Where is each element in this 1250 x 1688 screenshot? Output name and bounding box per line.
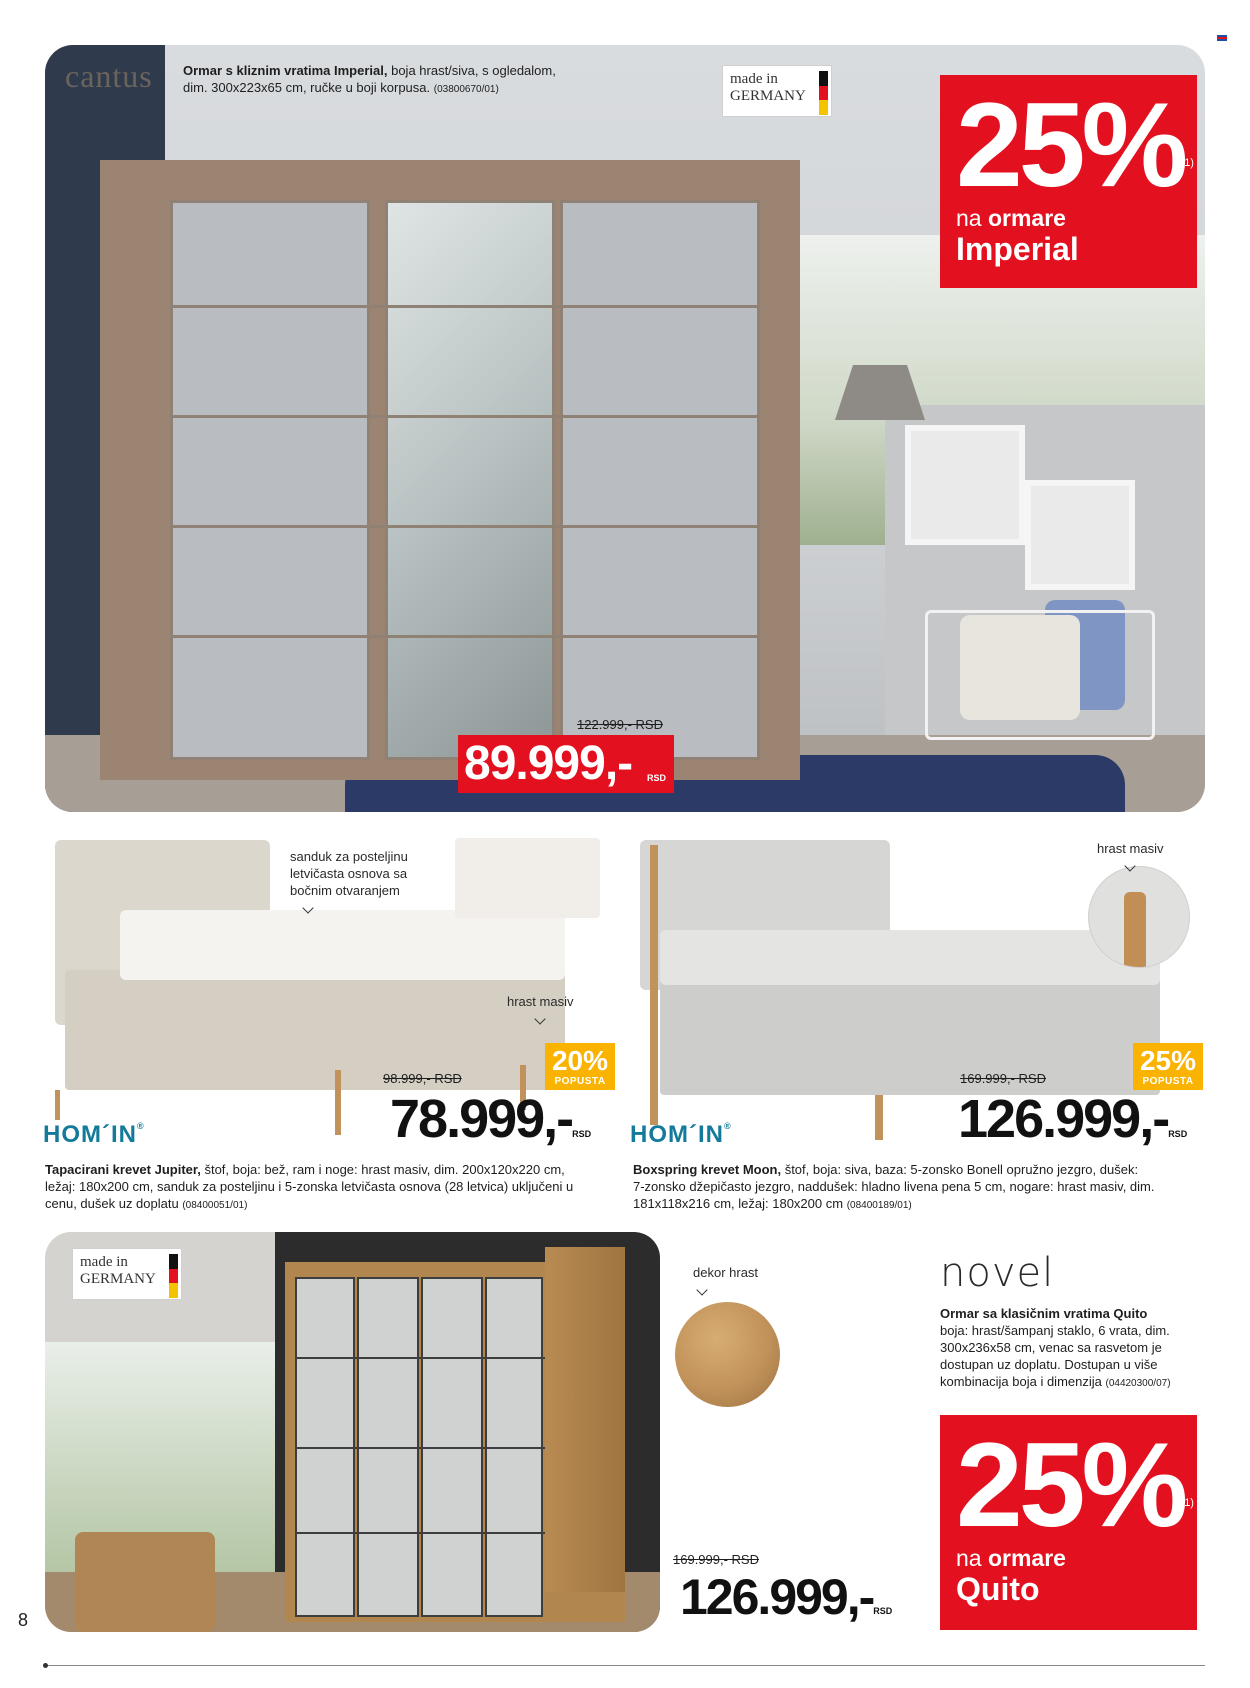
imperial-promo-box: [940, 75, 1197, 288]
jupiter-storage-note: [290, 848, 408, 916]
wardrobe-door: [560, 200, 760, 760]
currency: RSD: [572, 1129, 592, 1139]
moon-discount-badge: [1133, 1043, 1203, 1090]
note-line: hrast masiv: [1097, 841, 1164, 856]
promo-ormare: ormare: [987, 205, 1066, 231]
note-line: bočnim otvaranjem: [290, 883, 400, 898]
wardrobe-door: [170, 200, 370, 760]
imperial-wardrobe: [100, 160, 800, 780]
desc-text: 7-zonsko džepičasto jezgro, naddušek: hladno livena pena 5 cm, nogare: hrast masiv, dim.: [633, 1179, 1155, 1194]
note-line: letvičasta osnova sa: [290, 866, 408, 881]
door-divider: [170, 305, 760, 308]
desc-text: ležaj: 180x200 cm, sanduk za posteljinu i 5-zonska letvičasta osnova (28 letvica) uključeni u: [45, 1179, 574, 1194]
quito-description: [940, 1305, 1210, 1392]
lounge-chair: [75, 1532, 215, 1632]
product-code: (08400189/01): [846, 1200, 912, 1211]
door-divider: [295, 1357, 545, 1359]
desc-text: štof, boja: siva, baza: 5-zonsko Bonell opružno jezgro, dušek:: [781, 1162, 1139, 1177]
registered-mark: ®: [136, 1121, 145, 1131]
badge-label: POPUSTA: [554, 1076, 606, 1087]
moon-wood-note: [1097, 840, 1163, 874]
footer-dot: [43, 1663, 48, 1668]
badge-percent: 20%: [551, 1045, 609, 1076]
currency: RSD: [646, 773, 666, 783]
currency: RSD: [1168, 1129, 1188, 1139]
jupiter-discount-badge: [545, 1043, 615, 1090]
product-code: (08400051/01): [182, 1200, 248, 1211]
oak-detail: [1124, 892, 1146, 968]
note-line: dekor hrast: [693, 1265, 759, 1280]
price-value: 126.999,-: [958, 1089, 1169, 1149]
door-divider: [170, 635, 760, 638]
country-label: GERMANY: [80, 1271, 156, 1287]
desc-text: štof, boja: bež, ram i noge: hrast masiv, dim. 200x120x220 cm,: [200, 1162, 565, 1177]
desc-text: dostupan uz doplatu. Dostupan u više: [940, 1357, 1158, 1372]
oak-decor-swatch: [675, 1302, 780, 1407]
door-divider: [295, 1532, 545, 1534]
door-divider: [170, 415, 760, 418]
registered-mark: ®: [723, 1121, 732, 1131]
promo-product-name: Quito: [956, 1571, 1040, 1607]
wardrobe-mirror-door: [385, 200, 555, 760]
footnote-mark: 1): [1184, 157, 1194, 169]
promo-percent: [956, 78, 1197, 212]
moon-description: [633, 1161, 1213, 1214]
badge-label: POPUSTA: [1142, 1076, 1194, 1087]
desc-text: 300x236x58 cm, venac sa rasvetom je: [940, 1340, 1162, 1355]
moon-price: [958, 1090, 1187, 1163]
oak-door: [545, 1247, 625, 1592]
quito-swatch-note: [693, 1264, 758, 1298]
old-price-value: 98.999,- RSD: [383, 1071, 462, 1086]
made-in-germany-badge: [722, 65, 832, 117]
jupiter-description: [45, 1161, 615, 1214]
germany-flag-icon: [819, 71, 828, 115]
headboard-post: [650, 845, 658, 1125]
made-in-label: made in: [80, 1254, 128, 1270]
jupiter-storage-image: [455, 838, 600, 918]
wall-picture: [905, 425, 1025, 545]
bed-frame: [65, 970, 565, 1090]
imperial-description: [183, 62, 683, 98]
note-line: sanduk za posteljinu: [290, 849, 408, 864]
bed-leg: [335, 1070, 341, 1135]
note-line: hrast masiv: [507, 994, 574, 1009]
brand-homin: [630, 1121, 732, 1149]
made-in-germany-badge: [72, 1248, 182, 1300]
imperial-old-price: [577, 717, 663, 732]
old-price-value: 122.999,- RSD: [577, 717, 663, 732]
price-value: 89.999,-: [464, 737, 633, 790]
country-label: GERMANY: [730, 88, 806, 104]
oak-detail-image: [1088, 866, 1190, 968]
mattress: [660, 930, 1160, 985]
jupiter-wood-note: [507, 993, 573, 1027]
price-value: 78.999,-: [390, 1089, 573, 1149]
brand-homin: [43, 1121, 145, 1149]
brand-text: HOM´IN: [43, 1121, 137, 1148]
currency: RSD: [873, 1606, 893, 1616]
promo-na: na: [956, 1545, 982, 1571]
quito-price: [680, 1570, 892, 1638]
desc-text: boja hrast/siva, s ogledalom,: [387, 63, 556, 78]
moon-title: Boxspring krevet Moon,: [633, 1162, 782, 1177]
mattress: [120, 910, 565, 980]
badge-percent: 25%: [1139, 1045, 1197, 1076]
made-in-label: made in: [730, 71, 778, 87]
page-number: 8: [18, 1610, 29, 1630]
chevron-down-icon: [507, 1010, 573, 1027]
desc-text: kombinacija boja i dimenzija: [940, 1374, 1102, 1389]
desc-text: 181x118x216 cm, ležaj: 180x200 cm: [633, 1196, 844, 1211]
promo-product-name: Imperial: [956, 231, 1079, 267]
footnote-mark: 1): [1184, 1497, 1194, 1509]
promo-percent: [956, 1418, 1197, 1552]
brand-text: HOM´IN: [630, 1121, 724, 1148]
desc-text: dim. 300x223x65 cm, ručke u boji korpusa.: [183, 80, 431, 95]
bed-leg: [55, 1090, 60, 1120]
imperial-title: Ormar s kliznim vratima Imperial,: [183, 63, 388, 78]
boxspring-base: [660, 975, 1160, 1095]
door-divider: [170, 525, 760, 528]
germany-flag-icon: [169, 1254, 178, 1298]
promo-na: na: [956, 205, 982, 231]
promo-percent-value: 25%: [956, 78, 1185, 212]
jupiter-title: Tapacirani krevet Jupiter,: [45, 1162, 201, 1177]
price-value: 126.999,-: [680, 1569, 874, 1625]
brand-cantus: cantus: [65, 58, 153, 94]
promo-ormare: ormare: [987, 1545, 1066, 1571]
chevron-down-icon: [1097, 857, 1163, 874]
promo-percent-value: 25%: [956, 1418, 1185, 1552]
quito-title: Ormar sa klasičnim vratima Quito: [940, 1306, 1148, 1321]
old-price-value: 169.999,- RSD: [960, 1071, 1046, 1086]
product-code: (03800670/01): [433, 84, 499, 95]
quito-promo-box: [940, 1415, 1197, 1630]
wall-picture: [1025, 480, 1135, 590]
product-code: (04420300/07): [1105, 1378, 1171, 1389]
chevron-down-icon: [693, 1281, 758, 1298]
imperial-price: [458, 735, 674, 793]
jupiter-old-price: [383, 1071, 462, 1086]
desc-text: boja: hrast/šampanj staklo, 6 vrata, dim.: [940, 1323, 1170, 1338]
quito-old-price: [673, 1552, 759, 1567]
door-divider: [295, 1447, 545, 1449]
jupiter-price: [390, 1090, 591, 1163]
wire-chair: [925, 610, 1155, 740]
footer-rule: [45, 1665, 1205, 1666]
moon-old-price: [960, 1071, 1046, 1086]
desc-text: cenu, dušek uz doplatu: [45, 1196, 179, 1211]
bed-leg: [875, 1095, 883, 1140]
old-price-value: 169.999,- RSD: [673, 1552, 759, 1567]
chevron-down-icon: [290, 899, 408, 916]
brand-novel: novel: [940, 1250, 1055, 1296]
corner-flag-icon: [1217, 35, 1227, 41]
